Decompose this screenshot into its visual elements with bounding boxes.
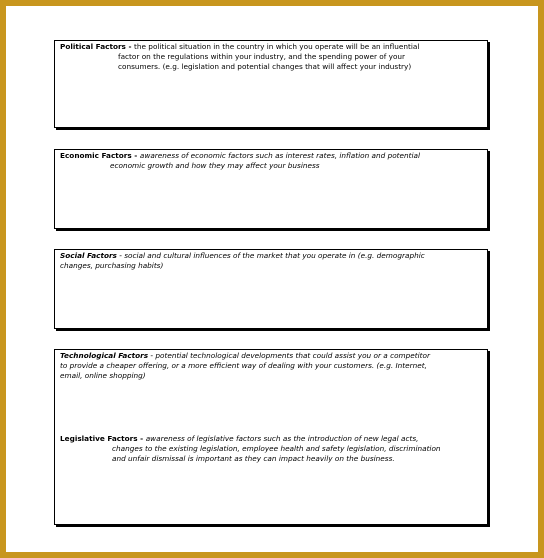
economic-separator: - — [131, 151, 140, 160]
economic-description-1: awareness of economic factors such as interest rates, inflation and potential — [139, 151, 421, 160]
political-line-1 — [60, 42, 487, 52]
legislative-section — [60, 434, 487, 465]
legislative-factors-title: Legislative Factors — [60, 433, 138, 443]
political-factors-box — [54, 40, 488, 128]
technological-legislative-box — [54, 349, 488, 525]
technological-line-1 — [60, 351, 487, 361]
social-separator: - — [116, 251, 125, 260]
technological-description-2: to provide a cheaper offering, or a more efficient way of dealing with your customers. (e.g. Internet, — [60, 361, 427, 371]
technological-description-3: email, online shopping) — [60, 371, 146, 381]
political-description-1: the political situation in the country in which you operate will be an influential — [134, 42, 420, 51]
technological-factors-title: Technological Factors — [60, 351, 149, 360]
political-factors-title: Political Factors — [60, 42, 126, 51]
technological-description-1: potential technological developments that could assist you or a competitor — [155, 351, 430, 360]
social-description-2: changes, purchasing habits) — [60, 261, 164, 271]
social-factors-box — [54, 249, 488, 329]
social-line-1 — [60, 251, 487, 261]
legislative-description-2: changes to the existing legislation, employee health and safety legislation, discrimination — [112, 443, 441, 453]
legislative-description-3: and unfair dismissal is important as they can impact heavily on the business. — [112, 454, 395, 464]
social-description-1: social and cultural influences of the market that you operate in (e.g. demographic — [124, 251, 425, 260]
legislative-line-1 — [60, 434, 487, 444]
economic-factors-box — [54, 149, 488, 229]
political-separator: - — [125, 42, 135, 51]
political-description-3: consumers. (e.g. legislation and potential changes that will affect your industry) — [118, 62, 412, 72]
economic-line-1 — [60, 151, 487, 161]
political-description-2: factor on the regulations within your industry, and the spending power of your — [118, 52, 406, 62]
legislative-separator: - — [137, 433, 146, 443]
legislative-description-1: awareness of legislative factors such as the introduction of new legal acts, — [145, 433, 419, 443]
social-factors-title: Social Factors — [60, 251, 117, 260]
economic-factors-title: Economic Factors — [60, 151, 132, 160]
economic-description-2: economic growth and how they may affect your business — [110, 161, 320, 171]
technological-separator: - — [148, 351, 156, 360]
document-page — [6, 6, 538, 552]
